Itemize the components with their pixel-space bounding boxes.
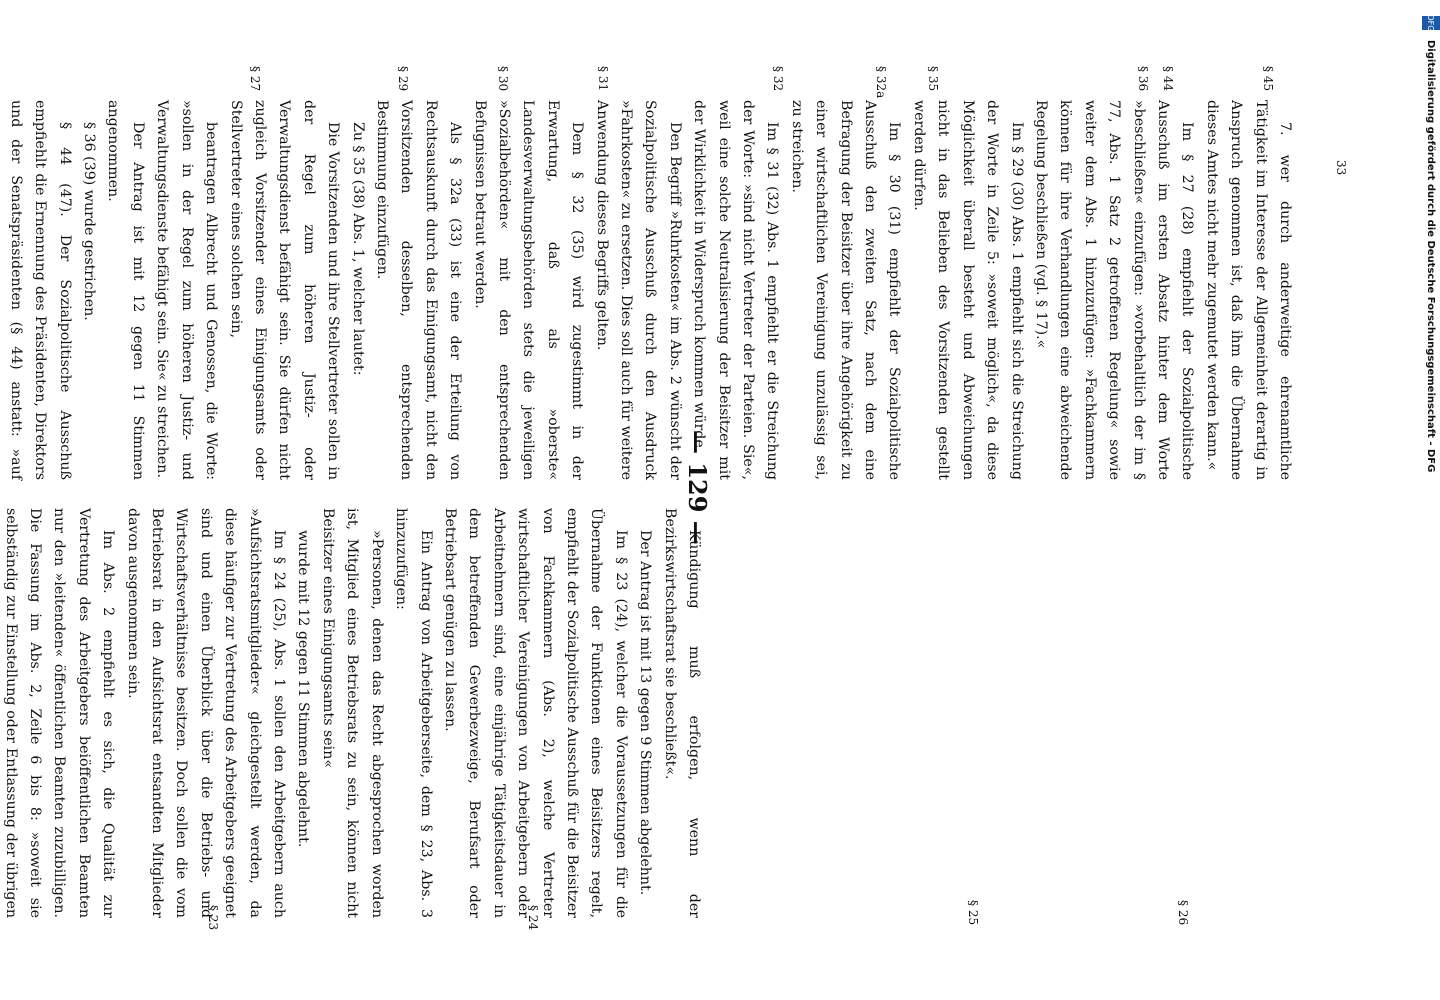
paragraph: Im § 30 (31) empfiehlt der Sozialpolitische Ausschuß den zweiten Satz, nach dem eine Befragung der Beisitzer über ihre Angehörigkeit zu einer wirtschaftlichen Vereinigung unzulässig sei, zu streichen. [788,100,903,480]
side-credit: Digitalisierung gefördert durch die Deutsche Forschungsgemeinschaft - DFG [1425,40,1436,473]
paragraph: Im § 27 (28) empfiehlt der Sozialpolitische Ausschuß im ersten Absatz hinter dem Worte »beschließen« einzufügen: »vorbehaltlich der im § 77, Abs. 1 Satz 2 getroffenen Regelung« sowie weiter dem Abs. 1 hinzuzufügen: »Fachkammern können für ihre Verhandlungen eine abweichende Regelung beschließen (vgl. § 17).« [1032,100,1196,480]
paragraph: Im § 31 (32) Abs. 1 empfiehlt er die Streichung der Worte: »sind nicht Vertreter der Parteien. Sie«, weil eine solche Neutralisierung der Beisitzer mit der Wirklichkeit in Widerspruch kommen würde. [691,100,781,480]
margin-note-36: § 36 [1136,66,1150,92]
paragraph: Dem § 32 (35) wird zugestimmt in der Erwartung, daß als »oberste« Landesverwaltungsbehörden stets die jeweiligen »Sozialbehörden« mit den entsprechenden Befugnissen betraut werden. [471,100,586,480]
paragraph: 7. wer durch anderweitige ehrenamtliche Tätigkeit im Interesse der Allgemeinheit derartig in Anspruch genommen ist, daß ihm die Übernahme dieses Amtes nicht mehr zugemutet werden kann.« [1203,100,1293,480]
margin-note-44: § 44 [1161,66,1175,92]
paragraph: Kündigung muß erfolgen, wenn der Bezirkswirtschaftsrat sie beschließt«. [661,508,702,918]
margin-note-30: § 30 [496,66,510,92]
paragraph: Als § 32a (33) ist eine der Erteilung von Rechtsauskunft durch das Einigungsamt, nicht den Vorsitzenden desselben, entsprechenden Bestimmung einzufügen. [373,100,464,480]
paragraph: Im Abs. 2 empfiehlt es sich, die Qualität zur Vertretung des Arbeitgebers beiöffentlichen Beamten nur den »leitenden« öffentlichen Beamten zuzubilligen. Die Fassung im Abs. 2, Zeile 6 bis 8: »soweit sie selbständig zur Einstellung oder Entlassung der übrigen [2,508,117,918]
paragraph: beantragen Albrecht und Genossen, die Worte: »sollen in der Regel zum höheren Justiz- und Verwaltungsdienste befähigt sein. Sie« zu streichen. [154,100,220,480]
paragraph: Im § 23 (24), welcher die Voraussetzungen für die Übernahme der Funktionen eines Beisitzers regelt, empfiehlt der Sozialpolitische Ausschuß für die Beisitzer von Fachkammern (Abs. 2), welche Vertreter wirtschaftlicher Vereinigungen von Arbeitgebern oder Arbeitnehmern sind, eine einjährige Tätigkeitsdauer in dem betreffenden Gewerbezweige, Berufsart oder Betriebsart genügen zu lassen. [441,508,629,918]
paragraph: Den Begriff »Ruhrkosten« im Abs. 2 wünscht der Sozialpolitische Ausschuß durch den Ausdruck »Fahrkosten« zu ersetzen. Dies soll auch für weitere Anwendung dieses Begriffs gelten. [593,100,683,480]
margin-note-32: § 32 [771,66,785,92]
footer-number: 33 [1334,160,1348,176]
page-header: — 129 — [683,430,712,545]
paragraph: § 36 (39) wurde gestrichen. [81,122,98,321]
margin-note-23: § 23 [206,905,220,931]
margin-note-27: § 27 [248,66,262,92]
margin-note-29: § 29 [396,66,410,92]
paragraph: Der Antrag ist mit 12 gegen 11 Stimmen angenommen. [105,100,146,480]
margin-note-45: § 45 [1261,66,1275,92]
dfg-logo: DFG [1422,16,1440,30]
paragraph: wurde mit 12 gegen 11 Stimmen abgelehnt. [295,530,312,848]
paragraph: § 44 (47). Der Sozialpolitische Ausschuß empfiehlt die Ernennung des Präsidenten, Direktors und der Senatspräsidenten (§ 44) anstatt: »auf [7,100,73,480]
paragraph: »Personen, denen das Recht abgesprochen worden ist, Mitglied eines Betriebsrats zu sein, können nicht Beisitzer eines Einigungsamts sein« [319,508,385,918]
paragraph: Ein Antrag von Arbeitgeberseite, dem § 23, Abs. 3 hinzuzufügen: [393,508,434,918]
paragraph: Die Vorsitzenden und ihre Stellvertreter sollen in der Regel zum höheren Justiz- oder Verwaltungsdienst befähigt sein. Sie dürfen nicht zugleich Vorsitzender eines Einigungsamts oder Stellvertreter eines solchen sein, [227,100,342,480]
paragraph: Im § 29 (30) Abs. 1 empfiehlt sich die Streichung der Worte in Zeile 5: »soweit möglich«, da diese Möglichkeit überall besteht und Abweichungen nicht in das Belieben des Vorsitzenden gestellt werden dürfen. [910,100,1025,480]
paragraph: Der Antrag ist mit 13 gegen 9 Stimmen abgelehnt. [637,530,654,896]
margin-note-26: § 26 [1176,900,1190,926]
margin-note-31: § 31 [596,66,610,92]
margin-note-24: § 24 [526,905,540,931]
paragraph: Zu § 35 (38) Abs. 1, welcher lautet: [349,122,366,376]
margin-note-32a: § 32a [874,66,888,99]
margin-note-25: § 25 [966,900,980,926]
margin-note-35: § 35 [926,66,940,92]
paragraph: Im § 24 (25), Abs. 1 sollen den Arbeitgebern auch »Aufsichtsratsmitglieder« gleichgestellt werden, da diese häufiger zur Vertretung des Arbeitgebers geeignet sind und einen Überblick über die Betriebs- und Wirtschaftsverhältnisse besitzen. Doch sollen die vom Betriebsrat in den Aufsichtsrat entsandten Mitglieder davon ausgenommen sein. [124,508,288,918]
